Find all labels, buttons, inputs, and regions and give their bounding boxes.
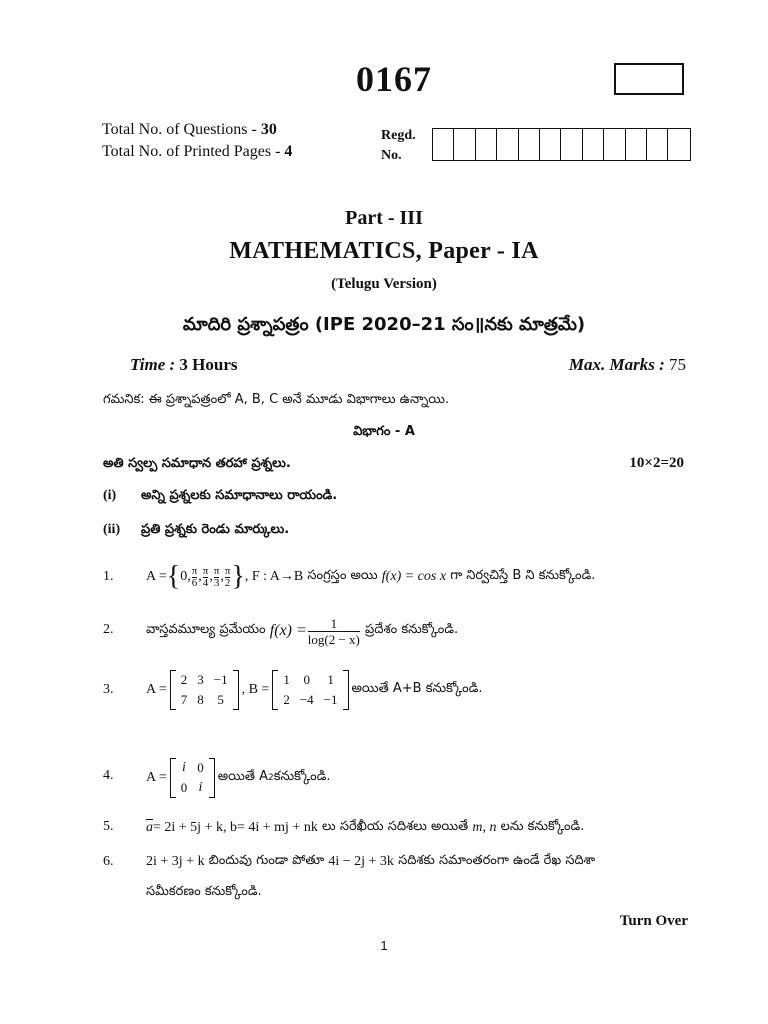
matrix-a: i 0 0 i (170, 758, 215, 798)
q2-text-2: ప్రదేశం కనుక్కోండి. (365, 622, 459, 637)
question-type: అతి స్వల్ప సమాధాన తరహా ప్రశ్నలు. (103, 456, 291, 471)
question-3 (146, 668, 482, 712)
regd-cell[interactable] (561, 129, 582, 160)
fraction: $\frac{\pi}{3}$ (213, 564, 220, 589)
question-5-number: 5. (103, 819, 114, 834)
q6-text-3: సమీకరణం కనుక్కోండి. (146, 884, 262, 899)
note-text: గమనిక: ఈ ప్రశ్నాపత్రంలో A, B, C అనే మూడు విభాగాలు ఉన్నాయి. (103, 392, 450, 407)
q5-text-1: లు సరేఖీయ సదిశలు అయితే (321, 819, 469, 834)
time-info (130, 355, 238, 375)
page-number: 1 (380, 938, 388, 953)
vector-a-expr: = 2i + 5j + k (153, 820, 223, 835)
code-box (614, 63, 684, 95)
instruction-text: ప్రతి ప్రశ్నకు రెండు మార్కులు. (141, 522, 290, 537)
paper-code: 0167 (356, 59, 432, 99)
regd-cell[interactable] (433, 129, 454, 160)
model-paper-title: మాదిరి ప్రశ్నాపత్రం (IPE 2020–21 సం॥నకు మాత్రమే) (182, 314, 586, 335)
question-1-number: 1. (103, 569, 114, 584)
q6-text-2: సదిశకు సమాంతరంగా ఉండే రేఖ సదిశా (398, 853, 596, 868)
set-first: 0, (180, 569, 191, 584)
q1-text-2: గా నిర్వచిస్తే B ని కనుక్కోండి. (450, 568, 596, 583)
q4-text-1: అయితే A (217, 769, 268, 784)
total-questions (102, 121, 277, 139)
right-brace-icon: } (231, 561, 245, 592)
question-6-number: 6. (103, 854, 114, 869)
fraction: $\frac{\pi}{2}$ (224, 564, 231, 589)
question-4 (146, 756, 331, 800)
point-vector: 2i + 3j + k (146, 854, 205, 869)
part-title: Part - III (345, 207, 423, 229)
total-pages-value: 4 (284, 143, 293, 160)
question-6-continued (146, 882, 262, 904)
q2-fx: f(x) = (269, 622, 307, 639)
q2-text-1: వాస్తవమూల్య ప్రమేయం (146, 622, 266, 637)
instruction-text: అన్ని ప్రశ్నలకు సమాధానాలు రాయండి. (141, 488, 338, 503)
time-label: Time : (130, 355, 176, 374)
regd-cell[interactable] (668, 129, 689, 160)
marks-value: 75 (664, 355, 686, 374)
function-def: , F : A→B (244, 569, 304, 584)
version-label: (Telugu Version) (331, 276, 437, 292)
q1-text-1: సంగ్రస్తం అయి (307, 568, 378, 583)
question-2 (146, 610, 458, 652)
instruction-1 (103, 488, 337, 506)
section-marks: 10×2=20 (629, 455, 684, 471)
regd-number-boxes[interactable] (432, 128, 691, 161)
regd-line1: Regd. (381, 128, 416, 143)
marks-label: Max. Marks : (568, 355, 665, 374)
instruction-2 (103, 522, 289, 540)
q4-exponent: 2 (268, 773, 274, 783)
regd-cell[interactable] (519, 129, 540, 160)
matrix-b-label: , B = (241, 682, 270, 697)
left-brace-icon: { (166, 561, 181, 592)
regd-cell[interactable] (647, 129, 668, 160)
instruction-num: (i) (103, 488, 117, 503)
vector-a: $\overline{a}$ (146, 820, 153, 835)
regd-cell[interactable] (604, 129, 625, 160)
vector-b-sep: , b (222, 820, 237, 835)
question-5 (146, 817, 584, 839)
time-value: 3 Hours (175, 355, 238, 374)
regd-line2: No. (381, 148, 402, 163)
question-4-number: 4. (103, 768, 114, 783)
q6-text-1: బిందువు గుండా పోతూ (208, 853, 325, 868)
regd-cell[interactable] (497, 129, 518, 160)
regd-cell[interactable] (540, 129, 561, 160)
turn-over-label: Turn Over (619, 913, 688, 929)
matrix-b: 1 0 1 2 −4 −1 (272, 670, 348, 710)
total-pages-label: Total No. of Printed Pages - (102, 143, 285, 160)
set-label: A = (146, 569, 167, 584)
q5-mn: m, n (472, 820, 497, 835)
subject-title: MATHEMATICS, Paper - IA (229, 238, 539, 264)
total-questions-label: Total No. of Questions - (102, 121, 261, 138)
regd-cell[interactable] (476, 129, 497, 160)
question-1: A = { 0, $\frac{\pi}{6}$ , $\frac{\pi}{4}$ , $\frac{\pi}{3}$ , $\frac{\pi}{2}$ } , F : A→B సంగ్రస్తం అయి f(x) = cos x గా నిర్వచిస్తే B ని కనుక్కోండి. (146, 561, 596, 592)
direction-vector: 4i − 2j + 3k (328, 854, 394, 869)
instruction-num: (ii) (103, 522, 121, 537)
vector-b-expr: = 4i + mj + nk (236, 820, 318, 835)
total-questions-value: 30 (260, 121, 277, 138)
regd-cell[interactable] (626, 129, 647, 160)
matrix-a-label: A = (146, 770, 167, 785)
q5-text-2: లను కనుక్కోండి. (500, 819, 585, 834)
matrix-a-label: A = (146, 682, 167, 697)
question-2-number: 2. (103, 622, 114, 637)
fraction: $\frac{\pi}{4}$ (202, 564, 209, 589)
question-3-number: 3. (103, 682, 114, 697)
question-6 (146, 851, 595, 873)
q3-text: అయితే A+B కనుక్కోండి. (351, 681, 483, 696)
section-heading: విభాగం - A (353, 424, 415, 439)
regd-cell[interactable] (583, 129, 604, 160)
q4-text-2: కనుక్కోండి. (273, 769, 331, 784)
total-pages (102, 143, 292, 161)
q1-fx: f(x) = cos x (381, 569, 447, 584)
regd-cell[interactable] (454, 129, 475, 160)
matrix-a: 2 3 −1 7 8 5 (170, 670, 239, 710)
max-marks-info (569, 355, 686, 375)
regd-label (381, 126, 416, 166)
fraction: $\frac{1}{\log(2 - x)}$ (307, 615, 360, 647)
fraction: $\frac{\pi}{6}$ (191, 564, 198, 589)
